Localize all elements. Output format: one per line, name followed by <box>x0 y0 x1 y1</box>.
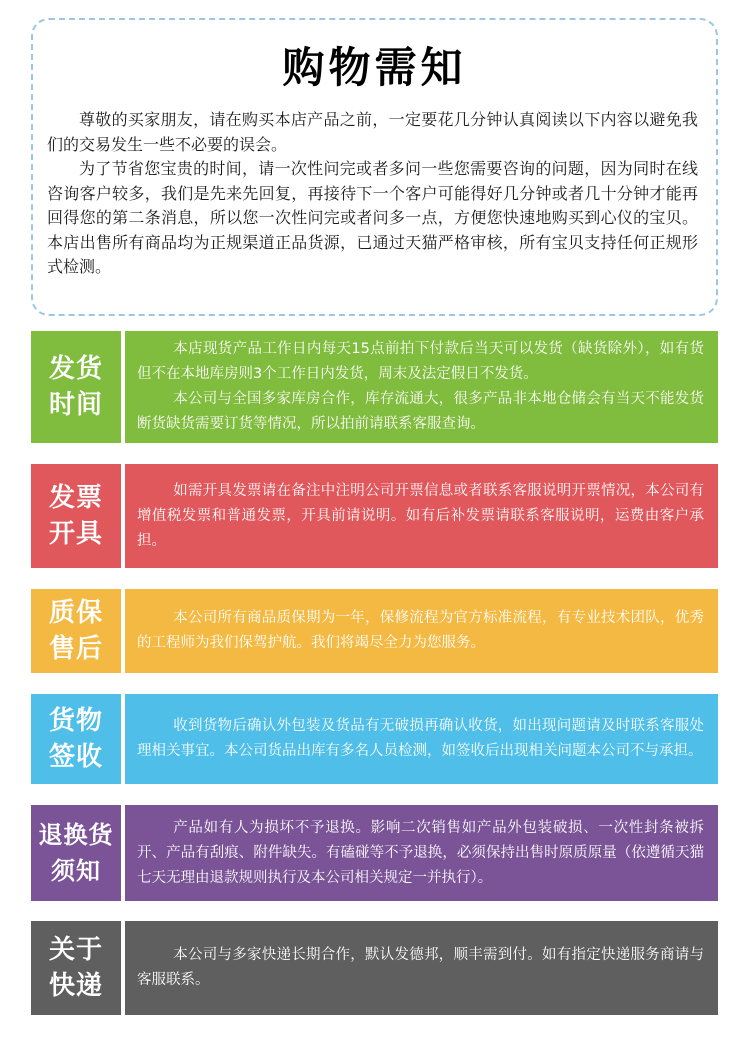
section-content-express: 本公司与多家快递长期合作，默认发德邦，顺丰需到付。如有指定快递服务商请与客服联系。 <box>125 921 718 1015</box>
section-content-delivery-receipt: 收到货物后确认外包装及货品有无破损再确认收货，如出现问题请及时联系客服处理相关事宜。本公司货品出库有多名人员检测，如签收后出现相关问题本公司不与承担。 <box>125 694 718 784</box>
section-content-warranty: 本公司所有商品质保期为一年，保修流程为官方标准流程，有专业技术团队，优秀的工程师为我们保驾护航。我们将竭尽全力为您服务。 <box>125 589 718 673</box>
section-warranty <box>31 589 718 673</box>
section-invoice <box>31 464 718 568</box>
section-label-warranty: 质保 售后 <box>31 589 121 673</box>
section-return-policy <box>31 805 718 901</box>
section-content-return-policy: 产品如有人为损坏不予退换。影响二次销售如产品外包装破损、一次性封条被拆开、产品有刮痕、附件缺失。有磕碰等不予退换，必须保持出售时原质原量（依遵循天猫七天无理由退款规则执行及本公司相关规定一并执行）。 <box>125 805 718 901</box>
section-content-shipping-time: 本店现货产品工作日内每天15点前拍下付款后当天可以发货（缺货除外），如有货但不在本地库房则3个工作日内发货，周末及法定假日不发货。 本公司与全国多家库房合作，库存流通大，很多产品非本地仓储会有当天不能发货断货缺货需要订货等情况，所以拍前请联系客服查询。 <box>125 331 718 443</box>
section-express <box>31 921 718 1015</box>
section-content-invoice: 如需开具发票请在备注中注明公司开票信息或者联系客服说明开票情况，本公司有增值税发票和普通发票，开具前请说明。如有后补发票请联系客服说明，运费由客户承担。 <box>125 464 718 568</box>
section-label-delivery-receipt: 货物 签收 <box>31 694 121 784</box>
section-shipping-time <box>31 331 718 443</box>
section-label-express: 关于 快递 <box>31 921 121 1015</box>
notice-paragraph-details: 为了节省您宝贵的时间，请一次性问完或者多问一些您需要咨询的问题，因为同时在线咨询客户较多，我们是先来先回复，再接待下一个客户可能得好几分钟或者几十分钟才能再回得您的第二条消息，所以您一次性问完或者问多一点，方便您快速地购买到心仪的宝贝。本店出售所有商品均为正规渠道正品货源，已通过天猫严格审核，所有宝贝支持任何正规形式检测。 <box>47 159 698 276</box>
notice-paragraph-intro: 尊敬的买家朋友，请在购买本店产品之前，一定要花几分钟认真阅读以下内容以避免我们的交易发生一些不必要的误会。 <box>47 110 698 154</box>
page-title: 购物需知 <box>282 43 467 92</box>
section-delivery-receipt <box>31 694 718 784</box>
section-label-shipping-time: 发货 时间 <box>31 331 121 443</box>
section-label-invoice: 发票 开具 <box>31 464 121 568</box>
shopping-notice-box <box>31 18 718 316</box>
section-label-return-policy: 退换货 须知 <box>31 805 121 901</box>
